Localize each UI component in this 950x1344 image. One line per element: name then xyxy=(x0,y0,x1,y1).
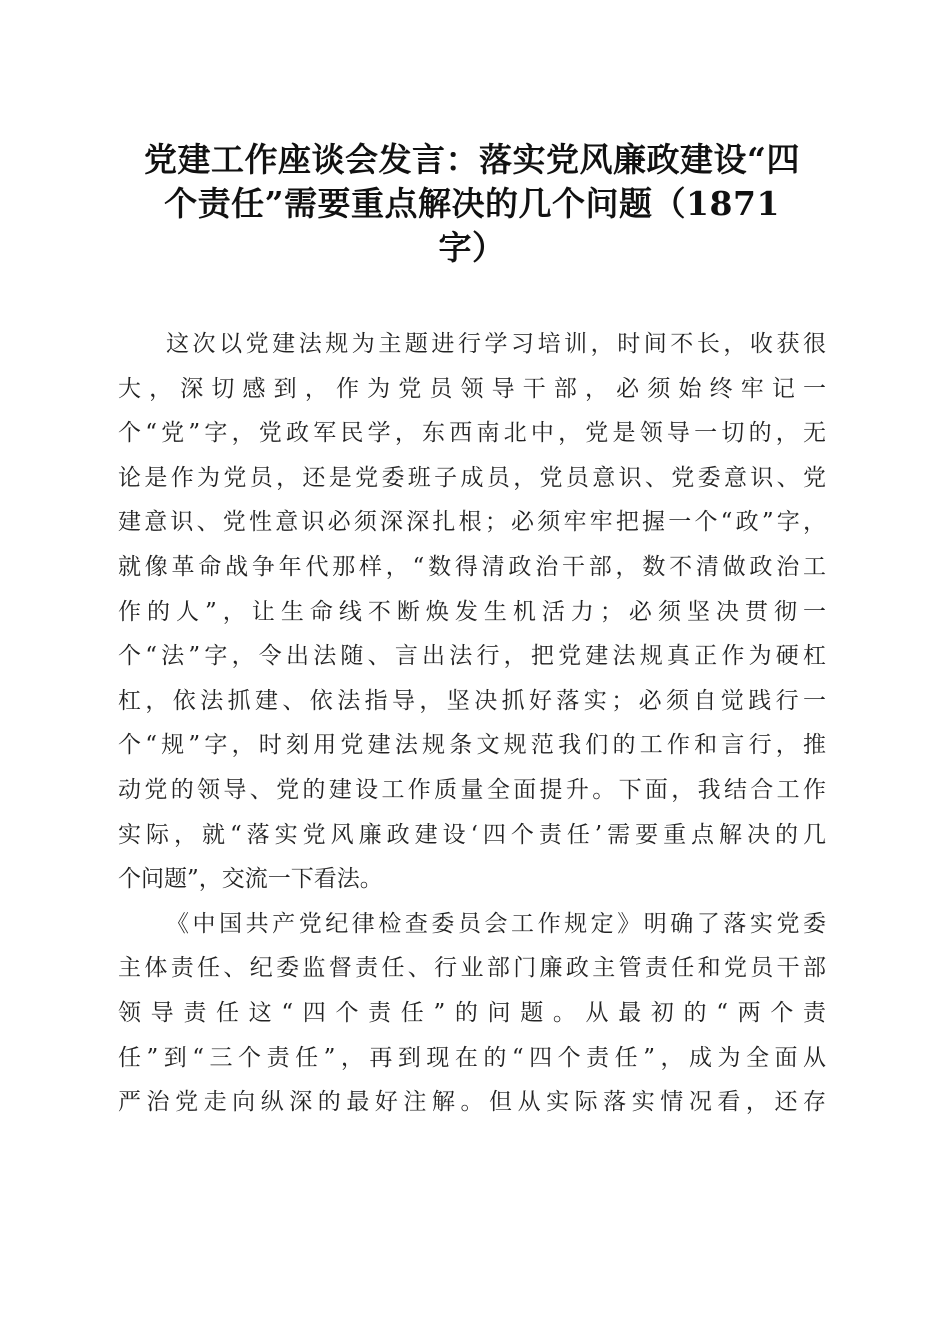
text-line: 主体责任、纪委监督责任、行业部门廉政主管责任和党员干部 xyxy=(118,955,826,982)
text-line: 个“法”字，令出法随、言出法行，把党建法规真正作为硬杠 xyxy=(118,643,826,670)
text-line: 建意识、党性意识必须深深扎根；必须牢牢把握一个“政”字， xyxy=(118,509,826,536)
text-line: 杠，依法抓建、依法指导，坚决抓好落实；必须自觉践行一 xyxy=(118,687,826,714)
text-line: 个问题”，交流一下看法。 xyxy=(118,866,383,893)
text-line: 个“党”字，党政军民学，东西南北中，党是领导一切的，无 xyxy=(118,420,826,447)
text-line: 这次以党建法规为主题进行学习培训，时间不长，收获很 xyxy=(166,331,826,357)
document-title xyxy=(112,138,832,270)
text-line: 《中国共产党纪律检查委员会工作规定》明确了落实党委 xyxy=(166,910,826,937)
text-line: 作的人”，让生命线不断焕发生机活力；必须坚决贯彻一 xyxy=(118,598,826,625)
paragraph xyxy=(118,322,826,902)
text-line: 领导责任这“四个责任”的问题。从最初的“两个责 xyxy=(118,999,826,1026)
text-line: 大，深切感到，作为党员领导干部，必须始终牢记一 xyxy=(118,375,826,402)
title-line: 字） xyxy=(438,228,506,267)
text-line: 个“规”字，时刻用党建法规条文规范我们的工作和言行，推 xyxy=(118,732,826,759)
text-line: 实际，就“落实党风廉政建设‘四个责任’需要重点解决的几 xyxy=(118,821,826,848)
document-body xyxy=(118,322,826,1125)
text-line: 论是作为党员，还是党委班子成员，党员意识、党委意识、党 xyxy=(118,464,826,491)
title-line: 党建工作座谈会发言：落实党风廉政建设“四 xyxy=(144,140,800,179)
title-line: 个责任”需要重点解决的几个问题（1871 xyxy=(164,184,780,223)
paragraph xyxy=(118,902,826,1125)
text-line: 任”到“三个责任”，再到现在的“四个责任”，成为全面从 xyxy=(118,1044,826,1071)
text-line: 严治党走向纵深的最好注解。但从实际落实情况看，还存 xyxy=(118,1089,826,1116)
text-line: 就像革命战争年代那样，“数得清政治干部，数不清做政治工 xyxy=(118,553,826,580)
text-line: 动党的领导、党的建设工作质量全面提升。下面，我结合工作 xyxy=(118,776,826,803)
